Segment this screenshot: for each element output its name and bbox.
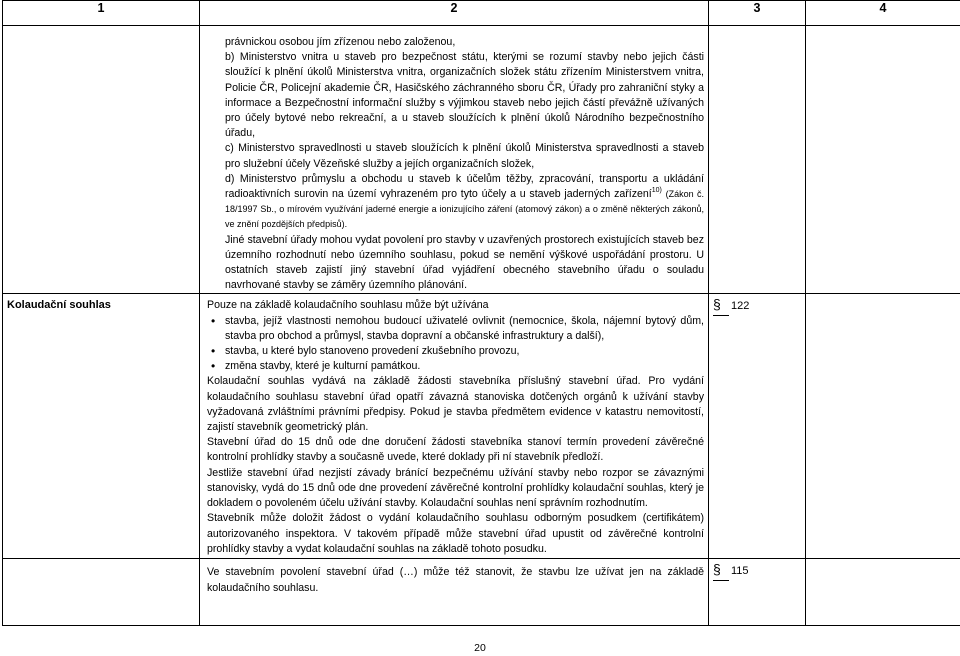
header-col-1: 1 [3, 1, 200, 26]
row2-text-cell [200, 294, 709, 559]
header-col-3: 3 [709, 1, 806, 26]
row2-label-cell [3, 294, 200, 559]
row2-paragraph: Stavebník může doložit žádost o vydání kolaudačního souhlasu odborným posudkem (certifikátem) autorizovaného inspektora. V takovém případě může stavební úřad upustit od závěrečné kontrolní prohlídky stavby a vydat kolaudační souhlas na základě tohoto posudku. [207, 512, 704, 555]
page-number: 20 [474, 642, 486, 654]
section-reference [709, 298, 805, 320]
row1-item-d-text: d) Ministerstvo průmyslu a obchodu u staveb k účelům těžby, zpracování, transportu a ukládání radioaktivních surovin na území vyhrazeném pro tyto účely a u staveb jaderných zařízení [225, 172, 704, 201]
header-row [3, 1, 960, 26]
row1-text-cell [200, 26, 709, 294]
row3-label-cell [3, 559, 200, 626]
row3-col4-cell [806, 559, 960, 626]
row1-label-cell [3, 26, 200, 294]
list-item: • změna stavby, které je kulturní památkou. [225, 359, 704, 374]
row3-text [200, 559, 708, 595]
row2-intro: Pouze na základě kolaudačního souhlasu může být užívána [207, 299, 489, 312]
header-col-2: 2 [200, 1, 709, 26]
footnote-mark: 10) [651, 187, 662, 195]
section-number: 115 [731, 565, 749, 578]
law-reference: (Zákon č. 18/1997 Sb. [225, 189, 704, 215]
row1-text [200, 26, 708, 293]
row3-paragraph: Ve stavebním povolení stavební úřad (…) může též stanovit, že stavbu lze užívat jen na základě kolaudačního souhlasu. [207, 566, 704, 594]
section-reference [709, 563, 805, 585]
row1-line-a: právnickou osobou jím zřízenou nebo založenou, [225, 36, 456, 48]
section-underline [713, 580, 729, 581]
row1-paragraph: Jiné stavební úřady mohou vydat povolení pro stavby v uzavřených prostorech existujících staveb bez územního rozhodnutí nebo územního souhlasu, pokud se nemění výškové uspořádání prostoru. U ostatních staveb zajistí jiný stavební úřad vyjádření obecného stavebního úřadu o souladu navrhované stavby se záměry územního plánování. [225, 233, 704, 292]
row2-bullet-list [207, 314, 704, 375]
row1-col4-cell [806, 26, 960, 294]
row2-col4-cell [806, 294, 960, 559]
row3-ref-cell [709, 559, 806, 626]
row1-item-c: c) Ministerstvo spravedlnosti u staveb sloužících k plnění úkolů Ministerstva spravedlnosti a staveb pro služební účely Vězeňské služby a jejích organizačních složek, [225, 142, 704, 170]
section-underline [713, 315, 729, 316]
row-label-kolaudacni-souhlas: Kolaudační souhlas [7, 299, 111, 312]
row3-text-cell [200, 559, 709, 626]
provisions-table [2, 0, 960, 626]
list-item: • stavba, jejíž vlastnosti nemohou budoucí uživatelé ovlivnit (nemocnice, škola, nájemní bytový dům, stavba pro obchod a průmysl, stavba dopravní a občanské infrastruktury a další), [225, 314, 704, 344]
table-row [3, 559, 960, 626]
header-col-4: 4 [806, 1, 960, 26]
law-reference-rest: , o mírovém využívání jaderné energie a ionizujícího záření (atomový zákon) a o změně některých zákonů, ve znění pozdějších předpisů). [225, 204, 704, 230]
row2-ref-cell [709, 294, 806, 559]
row2-paragraph: Jestliže stavební úřad nezjistí závady bránící bezpečnému užívání stavby nebo rozpor se závaznými stanovisky, vydá do 15 dnů ode dne provedení závěrečné kontrolní prohlídky kolaudační souhlas, který je dokladem o povoleném účelu užívání stavby. Kolaudační souhlas není správním rozhodnutím. [207, 466, 704, 510]
row2-paragraph: Stavební úřad do 15 dnů ode dne doručení žádosti stavebníka stanoví termín provedení závěrečné kontrolní prohlídky stavby a současně uvede, které doklady při ní stavebník předloží. [207, 436, 704, 464]
row1-item-d [207, 172, 704, 233]
section-number: 122 [731, 300, 750, 313]
row1-ref-cell [709, 26, 806, 294]
row2-paragraph: Kolaudační souhlas vydává na základě žádosti stavebníka příslušný stavební úřad. Pro vydání kolaudačního souhlasu stavební úřad opatří závazná stanoviska dotčených orgánů k užívání stavby vyžadovaná zvláštními právními předpisy. Pokud je stavba předmětem evidence v katastru nemovitostí, zajistí stavebník geometrický plán. [207, 375, 704, 434]
table-row [3, 294, 960, 559]
row2-text [200, 294, 708, 556]
list-item: • stavba, u které bylo stanoveno provedení zkušebního provozu, [225, 344, 704, 359]
table-row [3, 26, 960, 294]
section-symbol: § [713, 561, 721, 578]
section-symbol: § [713, 296, 721, 313]
row1-item-b: b) Ministerstvo vnitra u staveb pro bezpečnost státu, kterými se rozumí stavby nebo jejich části sloužící k plnění úkolů Ministerstva vnitra, organizačních složek státu zřízením Ministerstvem vnitra, Policie ČR, Policejní akademie ČR, Hasičského záchranného sboru ČR, Úřady pro zahraniční styky a informace a Bezpečnostní informační služby s výjimkou staveb nebo jejich částí převážně užívaných pro účely bytové nebo rekreační, a u staveb sloužících k plnění úkolů Národního bezpečnostního úřadu, [225, 51, 704, 140]
